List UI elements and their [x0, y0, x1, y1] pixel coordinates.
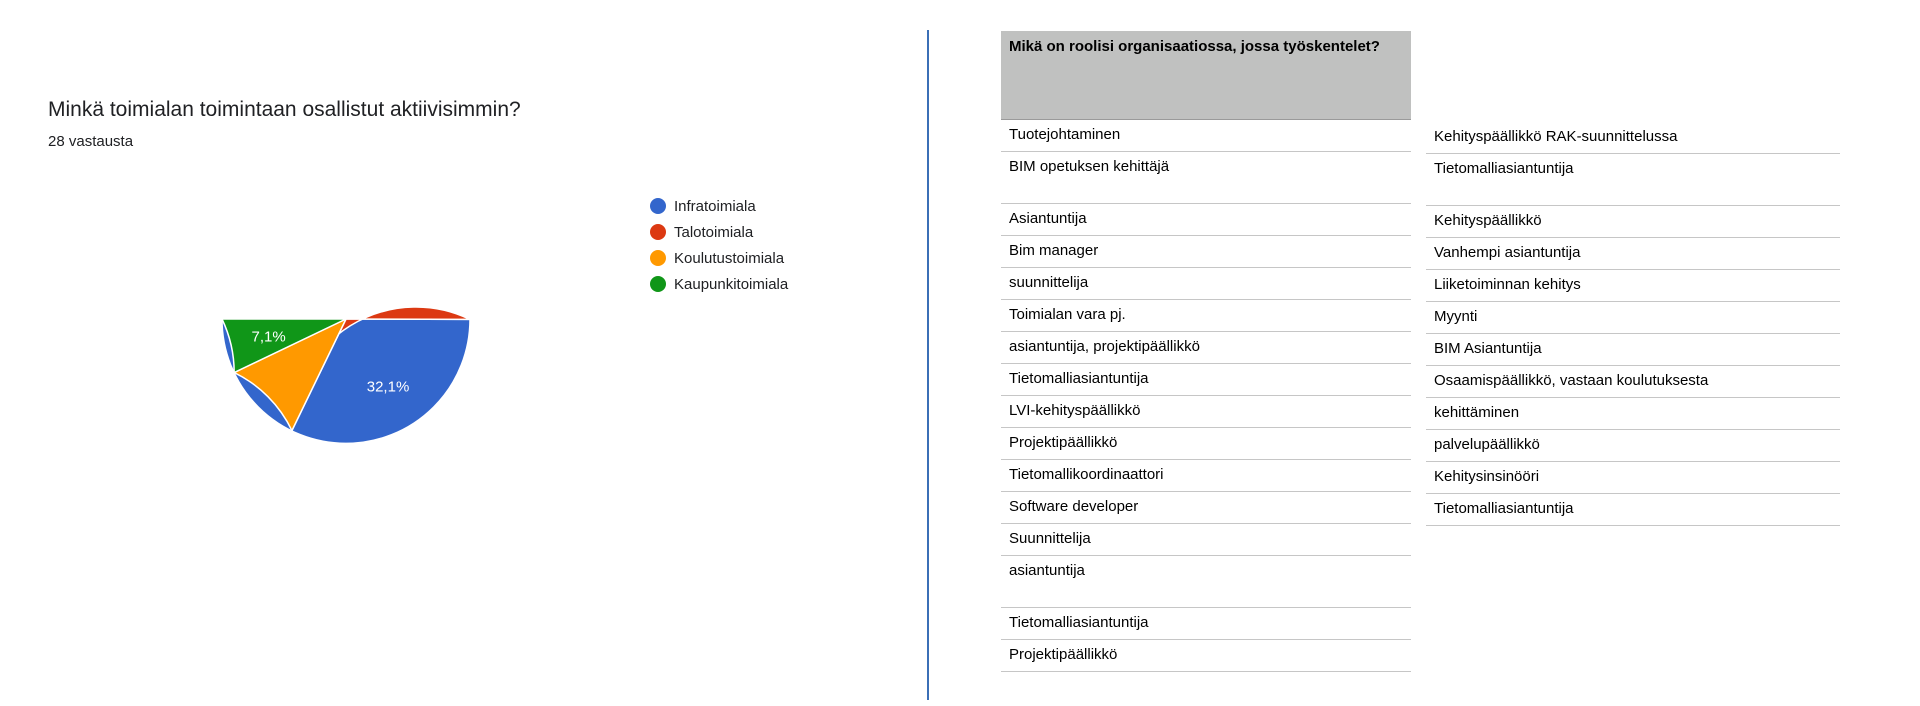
table-cell: LVI-kehityspäällikkö — [1001, 396, 1411, 428]
table-cell: palvelupäällikkö — [1426, 430, 1840, 462]
table-cell: BIM Asiantuntija — [1426, 334, 1840, 366]
legend-label: Kaupunkitoimiala — [674, 275, 789, 293]
slice-label: 7,1% — [251, 328, 286, 346]
legend-label: Koulutustoimiala — [674, 249, 785, 267]
table-cell: Kehityspäällikkö RAK-suunnittelussa — [1426, 122, 1840, 154]
table-cell: Tietomalliasiantuntija — [1426, 494, 1840, 526]
table-cell: Liiketoiminnan kehitys — [1426, 270, 1840, 302]
table-cell: Projektipäällikkö — [1001, 640, 1411, 672]
table-cell: Kehitysinsinööri — [1426, 462, 1840, 494]
table-cell: BIM opetuksen kehittäjä — [1001, 152, 1411, 204]
table-cell: Software developer — [1001, 492, 1411, 524]
table-cell: asiantuntija, projektipäällikkö — [1001, 332, 1411, 364]
table-cell: Asiantuntija — [1001, 204, 1411, 236]
response-count: 28 vastausta — [48, 133, 134, 150]
table-cell: Myynti — [1426, 302, 1840, 334]
table-cell: Bim manager — [1001, 236, 1411, 268]
slice-label: 50% — [331, 231, 362, 249]
table-cell: Toimialan vara pj. — [1001, 300, 1411, 332]
table-cell: Osaamispäällikkö, vastaan koulutuksesta — [1426, 366, 1840, 398]
table-cell: Tietomallikoordinaattori — [1001, 460, 1411, 492]
table-cell: Tietomalliasiantuntija — [1426, 154, 1840, 206]
legend-item — [650, 193, 788, 219]
table-cell: Kehityspäällikkö — [1426, 206, 1840, 238]
table-column-2 — [1426, 122, 1840, 526]
divider — [927, 30, 929, 700]
table-cell: Suunnittelija — [1001, 524, 1411, 556]
slice-label: 32,1% — [366, 378, 410, 396]
table-cell: Projektipäällikkö — [1001, 428, 1411, 460]
legend-label: Talotoimiala — [674, 223, 754, 241]
legend-item — [650, 245, 788, 271]
legend-item — [650, 219, 788, 245]
table-cell: Tietomalliasiantuntija — [1001, 364, 1411, 396]
legend-swatch — [650, 224, 666, 240]
table-header: Mikä on roolisi organisaatiossa, jossa työskentelet? — [1001, 31, 1411, 120]
legend-swatch — [650, 276, 666, 292]
pie-chart — [0, 0, 900, 706]
table-cell: Tietomalliasiantuntija — [1001, 608, 1411, 640]
chart-legend — [650, 193, 788, 297]
table-cell: asiantuntija — [1001, 556, 1411, 608]
legend-swatch — [650, 198, 666, 214]
legend-swatch — [650, 250, 666, 266]
legend-label: Infratoimiala — [674, 197, 756, 215]
table-column-1 — [1001, 120, 1411, 672]
chart-title: Minkä toimialan toimintaan osallistut aktiivisimmin? — [48, 98, 521, 121]
table-cell: Vanhempi asiantuntija — [1426, 238, 1840, 270]
legend-item — [650, 271, 788, 297]
table-cell: Tuotejohtaminen — [1001, 120, 1411, 152]
table-cell: suunnittelija — [1001, 268, 1411, 300]
table-cell: kehittäminen — [1426, 398, 1840, 430]
